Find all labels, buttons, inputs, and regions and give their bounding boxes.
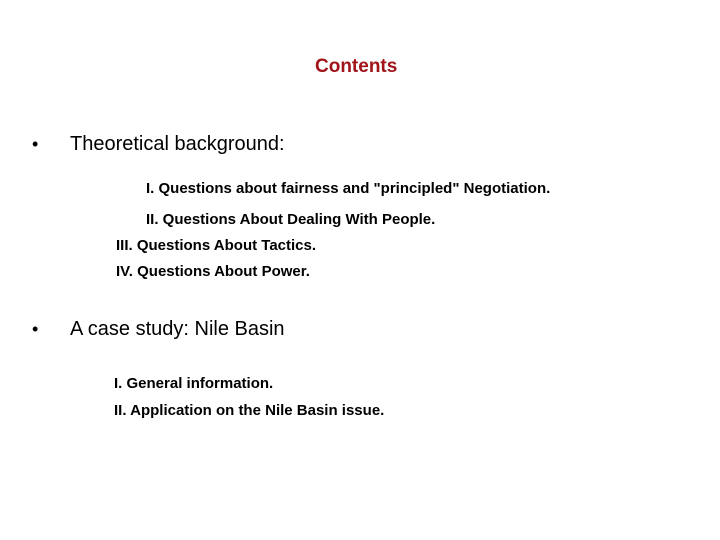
list-item: IV. Questions About Power. [116, 263, 310, 280]
section-heading-text: Theoretical background: [70, 133, 285, 155]
list-item: I. General information. [114, 375, 274, 392]
section-heading-theoretical [32, 132, 285, 156]
section-heading-text: A case study: Nile Basin [70, 318, 285, 340]
section-heading-case-study [32, 317, 285, 341]
list-item: II. Application on the Nile Basin issue. [114, 402, 385, 419]
title-text: Contents [315, 56, 398, 77]
bullet-icon: • [32, 319, 39, 339]
list-item: I. Questions about fairness and "principled" Negotiation. [146, 180, 551, 197]
list-item: III. Questions About Tactics. [116, 237, 317, 254]
list-item: II. Questions About Dealing With People. [146, 211, 436, 228]
bullet-icon: • [32, 134, 39, 154]
